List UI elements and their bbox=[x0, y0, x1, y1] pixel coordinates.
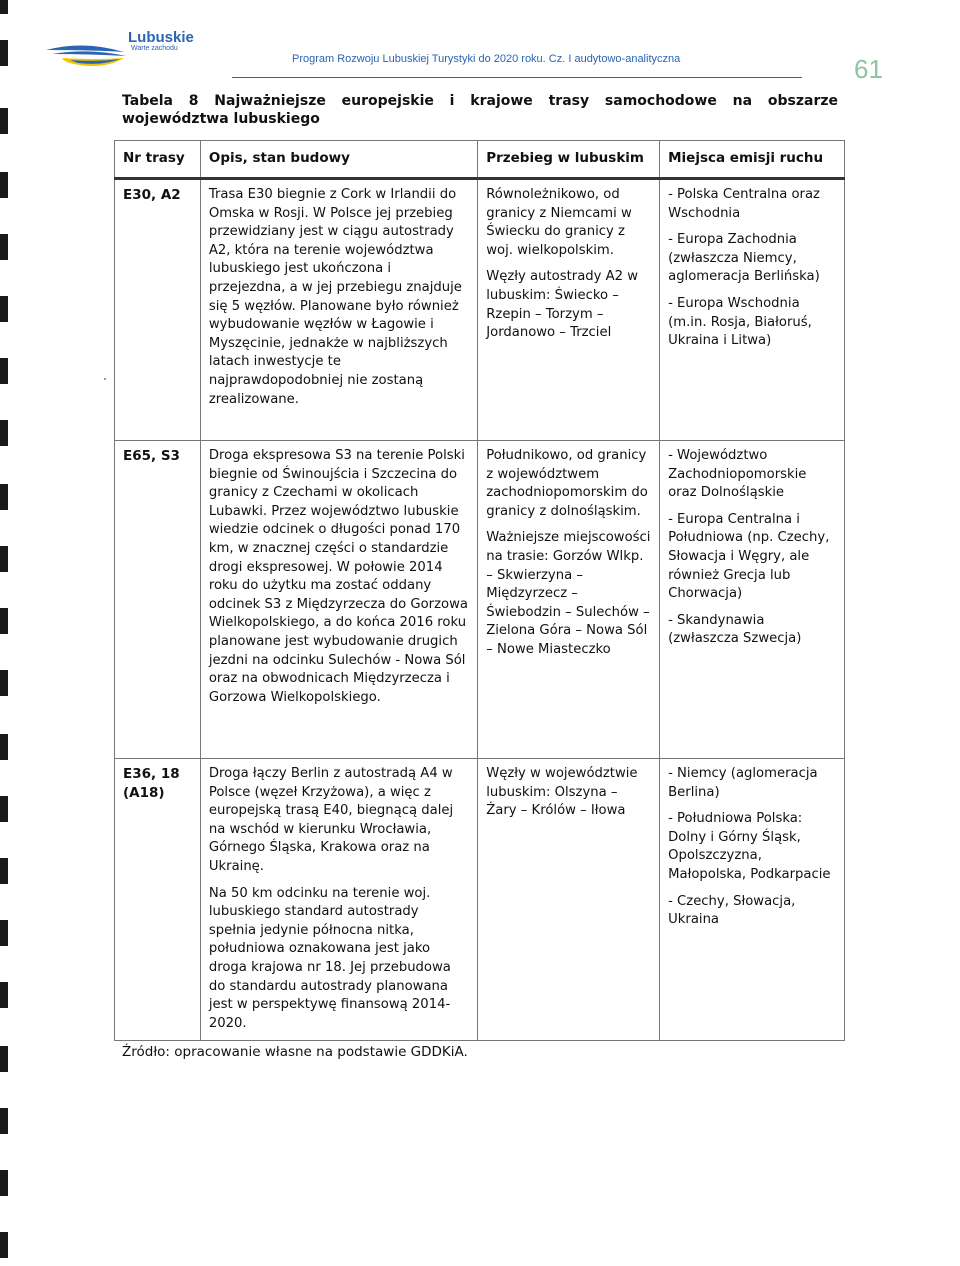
course-paragraph: Równoleżnikowo, od granicy z Niemcami w Świecku do granicy z woj. wielkopolskim. bbox=[486, 187, 632, 258]
column-header-description: Opis, stan budowy bbox=[200, 141, 477, 179]
scan-speck bbox=[104, 378, 106, 380]
document-title: Program Rozwoju Lubuskiej Turystyki do 2020 roku. Cz. I audytowo-analityczna bbox=[292, 53, 681, 65]
routes-table bbox=[114, 140, 845, 1041]
table-header-row bbox=[115, 141, 845, 179]
route-number: E65, S3 bbox=[115, 441, 201, 759]
table-row bbox=[115, 759, 845, 1041]
emission-item: - Polska Centralna oraz Wschodnia bbox=[668, 187, 820, 221]
course-paragraph: Południkowo, od granicy z województwem zachodniopomorskim do granicy z dolnośląskim. bbox=[486, 448, 648, 519]
column-header-course: Przebieg w lubuskim bbox=[478, 141, 660, 179]
emission-item: - Województwo Zachodniopomorskie oraz Dolnośląskie bbox=[668, 448, 807, 501]
header-rule bbox=[232, 77, 802, 78]
course-paragraph: Węzły w województwie lubuskim: Olszyna – Żary – Królów – Iłowa bbox=[486, 766, 638, 819]
description-paragraph: Na 50 km odcinku na terenie woj. lubuskiego standard autostrady spełnia jedynie północna nitka, południowa oznakowana jest jako droga krajowa nr 18. Jej przebudowa do standardu autostrady planowana jest w perspektywę finansową 2014-2020. bbox=[208, 885, 451, 1031]
table-row bbox=[115, 179, 845, 441]
route-number: E30, A2 bbox=[115, 179, 201, 441]
route-emission bbox=[660, 179, 845, 441]
route-description bbox=[200, 441, 477, 759]
route-emission bbox=[660, 441, 845, 759]
route-emission bbox=[660, 759, 845, 1041]
description-paragraph: Droga ekspresowa S3 na terenie Polski biegnie od Świnoujścia i Szczecina do granicy z Czechami w okolicach Lubawki. Przez województwo lubuskie wiedzie odcinek o długości ponad 170 km, w znacznej części o standardzie drogi ekspresowej. W połowie 2014 roku do użytku ma zostać oddany odcinek S3 z Międzyrzecza do Gorzowa Wielkopolskiego, a do końca 2016 roku planowane jest wybudowanie drugich jezdni na odcinku Sulechów - Nowa Sól oraz na obwodnicach Międzyrzecza i Gorzowa Wielkopolskiego. bbox=[208, 448, 468, 705]
course-paragraph: Węzły autostrady A2 w lubuskim: Świecko – Rzepin – Torzym – Jordanowo – Trzciel bbox=[486, 269, 639, 341]
route-course bbox=[478, 179, 660, 441]
logo-name: Lubuskie bbox=[128, 29, 194, 46]
table-row bbox=[115, 441, 845, 759]
emission-item: - Europa Zachodnia (zwłaszcza Niemcy, aglomeracja Berlińska) bbox=[668, 232, 820, 285]
course-paragraph: Ważniejsze miejscowości na trasie: Gorzów Wlkp. – Skwierzyna – Międzyrzecz – Świebodzin – Sulechów – Zielona Góra – Nowa Sól – Nowe Miasteczko bbox=[486, 530, 651, 657]
route-course bbox=[478, 441, 660, 759]
route-description bbox=[200, 179, 477, 441]
route-course bbox=[478, 759, 660, 1041]
column-header-emission: Miejsca emisji ruchu bbox=[660, 141, 845, 179]
description-paragraph: Trasa E30 biegnie z Cork w Irlandii do Omska w Rosji. W Polsce jej przebieg przewidziany jest w ciągu autostrady A2, która na terenie województwa lubuskiego jest ukończona i przejezdna, a w jej przebiegu znajduje się 5 węzłów. Planowane było również wybudowanie węzłów w Łagowie i Myszęcinie, jednakże w najbliższych latach inwestycje te najprawdopodobniej nie zostaną zrealizowane. bbox=[208, 187, 462, 407]
binding-holes bbox=[0, 0, 14, 1266]
emission-item: - Europa Wschodnia (m.in. Rosja, Białoruś, Ukraina i Litwa) bbox=[668, 295, 812, 349]
route-description bbox=[200, 759, 477, 1041]
logo-tagline: Warte zachodu bbox=[131, 45, 178, 52]
emission-item: - Czechy, Słowacja, Ukraina bbox=[668, 893, 796, 928]
table-source: Źródło: opracowanie własne na podstawie GDDKiA. bbox=[122, 1044, 468, 1060]
emission-item: - Europa Centralna i Południowa (np. Czechy, Słowacja i Węgry, ale również Grecja lub Chorwacja) bbox=[668, 511, 830, 602]
column-header-route: Nr trasy bbox=[115, 141, 201, 179]
emission-item: - Niemcy (aglomeracja Berlina) bbox=[668, 766, 818, 800]
emission-item: - Skandynawia (zwłaszcza Szwecja) bbox=[668, 612, 802, 647]
description-paragraph: Droga łączy Berlin z autostradą A4 w Polsce (węzeł Krzyżowa), a więc z europejską trasą E40, biegnącą dalej na wschód w kierunku Wrocławia, Górnego Śląska, Krakowa oraz na Ukrainę. bbox=[208, 766, 454, 874]
emission-item: - Południowa Polska: Dolny i Górny Śląsk, Opolszczyzna, Małopolska, Podkarpacie bbox=[668, 811, 831, 882]
table-caption: Tabela 8 Najważniejsze europejskie i krajowe trasy samochodowe na obszarze województwa lubuskiego bbox=[122, 93, 838, 127]
page-number: 61 bbox=[854, 54, 883, 84]
route-number: E36, 18 (A18) bbox=[115, 759, 201, 1041]
